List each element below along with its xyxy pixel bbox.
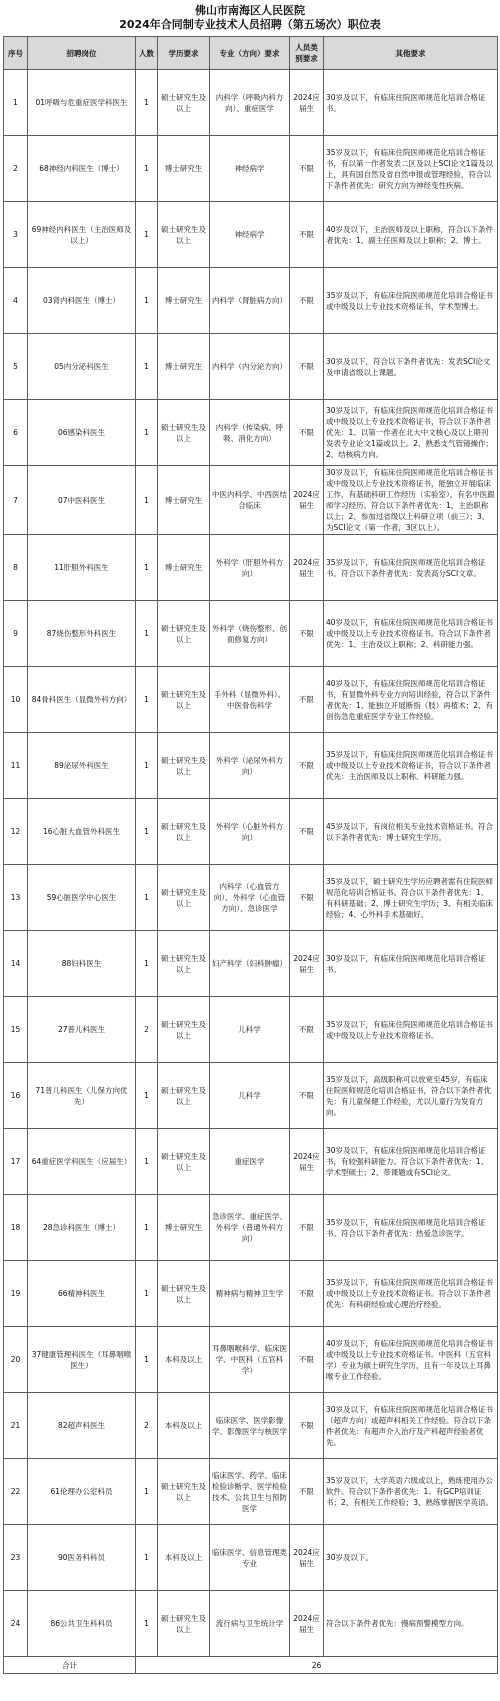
cell-count: 1 xyxy=(136,535,158,601)
cell-position: 71普儿科医生（儿保方向优先） xyxy=(28,1063,136,1129)
position-table xyxy=(3,36,498,1674)
cell-category: 不限 xyxy=(290,667,324,733)
cell-position: 11肝胆外科医生 xyxy=(28,535,136,601)
cell-position: 64重症医学科医生（应届生） xyxy=(28,1129,136,1195)
cell-seq: 19 xyxy=(4,1261,28,1327)
cell-major: 临床医学、药学、临床检验诊断学、医学检验技术、公共卫生与预防医学 xyxy=(210,1459,290,1525)
cell-other: 45岁及以下，有岗位相关专业技术资格证书。符合以下条件者优先：博士研究生学历。 xyxy=(324,799,498,865)
cell-education: 硕士研究生及以上 xyxy=(158,1063,210,1129)
cell-other: 40岁及以下，有临床住院医师规范化培训合格证书，有显微外科专业方向培训经验，符合以下条件者优先：1、能独立开展断指（肢）再植术；2、有创伤急危重症医学专业工作经验。 xyxy=(324,667,498,733)
cell-other: 35岁及以下，有临床住院医师规范化培训合格证书。符合以下条件者优先：热爱急诊医学。 xyxy=(324,1195,498,1261)
cell-count: 1 xyxy=(136,70,158,136)
cell-position: 03肾内科医生（博士） xyxy=(28,268,136,334)
cell-education: 本科及以上 xyxy=(158,1525,210,1591)
cell-education: 博士研究生 xyxy=(158,268,210,334)
cell-position: 82超声科医生 xyxy=(28,1393,136,1459)
cell-position: 86公共卫生科科员 xyxy=(28,1591,136,1657)
table-row xyxy=(4,1459,498,1525)
cell-education: 硕士研究生及以上 xyxy=(158,931,210,997)
cell-position: 59心脏医学中心医生 xyxy=(28,865,136,931)
cell-count: 1 xyxy=(136,1459,158,1525)
header-major: 专业（方向）要求 xyxy=(210,37,290,70)
cell-category: 不限 xyxy=(290,997,324,1063)
cell-major: 重症医学 xyxy=(210,1129,290,1195)
header-row xyxy=(4,37,498,70)
cell-category: 2024应届生 xyxy=(290,1525,324,1591)
cell-education: 硕士研究生及以上 xyxy=(158,997,210,1063)
cell-category: 不限 xyxy=(290,400,324,466)
header-category: 人员类别要求 xyxy=(290,37,324,70)
cell-position: 28急诊科医生（博士） xyxy=(28,1195,136,1261)
cell-education: 硕士研究生及以上 xyxy=(158,70,210,136)
table-row xyxy=(4,601,498,667)
cell-category: 不限 xyxy=(290,1063,324,1129)
cell-category: 不限 xyxy=(290,202,324,268)
cell-education: 博士研究生 xyxy=(158,1195,210,1261)
cell-major: 手外科（显微外科）、中医骨伤科学 xyxy=(210,667,290,733)
cell-seq: 18 xyxy=(4,1195,28,1261)
cell-major: 内科学（肾脏病方向） xyxy=(210,268,290,334)
cell-major: 外科学（烧伤整形、创面修复方向） xyxy=(210,601,290,667)
cell-count: 1 xyxy=(136,1525,158,1591)
table-row xyxy=(4,1591,498,1657)
cell-seq: 24 xyxy=(4,1591,28,1657)
cell-seq: 9 xyxy=(4,601,28,667)
table-row xyxy=(4,535,498,601)
cell-education: 博士研究生 xyxy=(158,466,210,535)
cell-seq: 14 xyxy=(4,931,28,997)
cell-seq: 15 xyxy=(4,997,28,1063)
total-label: 合计 xyxy=(4,1657,136,1674)
table-row xyxy=(4,667,498,733)
cell-education: 硕士研究生及以上 xyxy=(158,400,210,466)
cell-category: 2024应届生 xyxy=(290,535,324,601)
cell-position: 89泌尿外科医生 xyxy=(28,733,136,799)
cell-seq: 3 xyxy=(4,202,28,268)
cell-category: 不限 xyxy=(290,334,324,400)
cell-major: 神经病学 xyxy=(210,202,290,268)
cell-position: 90医务科科员 xyxy=(28,1525,136,1591)
cell-seq: 12 xyxy=(4,799,28,865)
cell-count: 1 xyxy=(136,1195,158,1261)
cell-other: 35岁及以下，有临床住院医师规范化培训合格证书。符合以下条件者优先：发表高分SCI文章。 xyxy=(324,535,498,601)
document-title xyxy=(0,0,500,32)
cell-other: 30岁及以下，有临床住院医师规范化培训合格证书。 xyxy=(324,70,498,136)
total-count: 26 xyxy=(136,1657,498,1674)
cell-count: 1 xyxy=(136,931,158,997)
cell-education: 硕士研究生及以上 xyxy=(158,1459,210,1525)
cell-count: 1 xyxy=(136,202,158,268)
cell-seq: 4 xyxy=(4,268,28,334)
table-row xyxy=(4,1195,498,1261)
table-row xyxy=(4,400,498,466)
cell-position: 06感染科医生 xyxy=(28,400,136,466)
cell-other: 40岁及以下，有临床住院医师规范化培训合格证书或中级及以上专业技术资格证书。中医科（五官科学）专业为硕士研究生学历，且有一年及以上耳鼻喉专业工作经验。 xyxy=(324,1327,498,1393)
header-seq: 序号 xyxy=(4,37,28,70)
cell-seq: 13 xyxy=(4,865,28,931)
cell-position: 37健康管理科医生（耳鼻咽喉医生） xyxy=(28,1327,136,1393)
cell-seq: 17 xyxy=(4,1129,28,1195)
table-row xyxy=(4,1063,498,1129)
cell-major: 耳鼻咽喉科学、临床医学、中医科（五官科学） xyxy=(210,1327,290,1393)
cell-category: 2024应届生 xyxy=(290,931,324,997)
table-row xyxy=(4,202,498,268)
cell-other: 符合以下条件者优先：慢病预警模型方向。 xyxy=(324,1591,498,1657)
cell-education: 博士研究生 xyxy=(158,535,210,601)
cell-major: 神经病学 xyxy=(210,136,290,202)
table-row xyxy=(4,70,498,136)
cell-seq: 21 xyxy=(4,1393,28,1459)
cell-other: 35岁及以下，高级职称可以放宽至45岁，有临床住院医师规范化培训合格证书，符合以下条件者优先：有儿童保健工作经验，尤以儿童行为发育方向。 xyxy=(324,1063,498,1129)
cell-other: 35岁及以下，有临床住院医师规范化培训合格证书或中级及以上专业技术资格证书，学术型博士。 xyxy=(324,268,498,334)
cell-seq: 8 xyxy=(4,535,28,601)
cell-seq: 1 xyxy=(4,70,28,136)
cell-category: 不限 xyxy=(290,799,324,865)
cell-education: 硕士研究生及以上 xyxy=(158,1591,210,1657)
cell-category: 不限 xyxy=(290,268,324,334)
cell-other: 35岁及以下，有临床住院医师规范化培训合格证书或中级及以上专业技术资格证书，符合以下条件者优先：主治医师及以上职称、科研能力强。 xyxy=(324,733,498,799)
cell-position: 87烧伤整形外科医生 xyxy=(28,601,136,667)
cell-count: 1 xyxy=(136,136,158,202)
cell-count: 1 xyxy=(136,400,158,466)
cell-seq: 10 xyxy=(4,667,28,733)
cell-count: 1 xyxy=(136,733,158,799)
table-row xyxy=(4,1129,498,1195)
cell-seq: 22 xyxy=(4,1459,28,1525)
header-education: 学历要求 xyxy=(158,37,210,70)
table-row xyxy=(4,733,498,799)
cell-education: 硕士研究生及以上 xyxy=(158,1129,210,1195)
cell-other: 30岁及以下，有临床住院医师规范化培训合格证书或中级及以上专业技术资格证书，符合以下条件者优先：1、以第一作者在北大中文核心及以上期刊发表专业论文1篇或以上。2、熟悉支气管镜操作；2、结核病方向。 xyxy=(324,400,498,466)
cell-count: 1 xyxy=(136,1129,158,1195)
cell-category: 不限 xyxy=(290,1327,324,1393)
cell-education: 博士研究生 xyxy=(158,334,210,400)
cell-category: 不限 xyxy=(290,136,324,202)
cell-major: 外科学（泌尿外科方向） xyxy=(210,733,290,799)
table-row xyxy=(4,1327,498,1393)
cell-seq: 16 xyxy=(4,1063,28,1129)
table-row xyxy=(4,1525,498,1591)
cell-category: 不限 xyxy=(290,733,324,799)
cell-seq: 7 xyxy=(4,466,28,535)
cell-count: 1 xyxy=(136,667,158,733)
cell-other: 30岁及以下，符合以下条件者优先：发表SCI论文及申请省级以上课题。 xyxy=(324,334,498,400)
cell-education: 硕士研究生及以上 xyxy=(158,202,210,268)
table-title: 2024年合同制专业技术人员招聘（第五场次）职位表 xyxy=(119,18,381,31)
cell-count: 1 xyxy=(136,799,158,865)
cell-other: 30岁及以下，有临床住院医师规范化培训合格证书（超声方向）或超声科相关工作经验。符合以下条件者优先：有超声介入治疗及产科超声经验者优先。 xyxy=(324,1393,498,1459)
cell-count: 1 xyxy=(136,1327,158,1393)
cell-position: 27普儿科医生 xyxy=(28,997,136,1063)
cell-other: 35岁及以下，硕士研究生学历应聘者需有住院医师规范化培训合格证书。符合以下条件者优先：1、有科研基础；2、博士研究生学历；3、有相关临床经验；4、心外科手术基础好。 xyxy=(324,865,498,931)
cell-other: 40岁及以下，主治医师及以上职称，符合以下条件者优先：1、副主任医师及以上职称；2、博士。 xyxy=(324,202,498,268)
cell-major: 精神病与精神卫生学 xyxy=(210,1261,290,1327)
cell-major: 中医内科学、中西医结合临床 xyxy=(210,466,290,535)
cell-major: 内科学（传染病、呼吸、消化方向） xyxy=(210,400,290,466)
cell-major: 内科学（内分泌方向） xyxy=(210,334,290,400)
cell-category: 不限 xyxy=(290,1393,324,1459)
cell-count: 1 xyxy=(136,601,158,667)
cell-major: 急诊医学、重症医学、外科学（普通外科方向） xyxy=(210,1195,290,1261)
cell-position: 84骨科医生（显微外科方向） xyxy=(28,667,136,733)
cell-education: 硕士研究生及以上 xyxy=(158,667,210,733)
cell-position: 68神经内科医生（博士） xyxy=(28,136,136,202)
cell-seq: 6 xyxy=(4,400,28,466)
cell-category: 2024应届生 xyxy=(290,466,324,535)
cell-count: 2 xyxy=(136,1393,158,1459)
cell-position: 07中医科医生 xyxy=(28,466,136,535)
table-row xyxy=(4,136,498,202)
table-row xyxy=(4,997,498,1063)
header-position: 招聘岗位 xyxy=(28,37,136,70)
cell-other: 35岁及以下，有临床住院医师规范化培训合格证书或中级及以上专业技术资格证书。符合以下条件者优先：有科研经验或心理治疗经验。 xyxy=(324,1261,498,1327)
cell-major: 临床医学、医学影像学、影像医学与核医学 xyxy=(210,1393,290,1459)
cell-category: 2024应届生 xyxy=(290,1129,324,1195)
cell-position: 66精神科医生 xyxy=(28,1261,136,1327)
cell-seq: 5 xyxy=(4,334,28,400)
cell-category: 2024应届生 xyxy=(290,1591,324,1657)
header-other: 其他要求 xyxy=(324,37,498,70)
cell-position: 01呼吸与危重症医学科医生 xyxy=(28,70,136,136)
table-row xyxy=(4,1393,498,1459)
table-body xyxy=(4,70,498,1657)
cell-count: 1 xyxy=(136,1261,158,1327)
cell-major: 儿科学 xyxy=(210,1063,290,1129)
cell-position: 69神经内科医生（主治医师及以上） xyxy=(28,202,136,268)
cell-major: 内科学（心血管方向）、外科学（心血管方向）、急诊医学 xyxy=(210,865,290,931)
cell-count: 1 xyxy=(136,865,158,931)
cell-other: 30岁及以下，有临床住院医师规范化培训合格证书。 xyxy=(324,931,498,997)
cell-major: 临床医学、信息管理类专业 xyxy=(210,1525,290,1591)
cell-other: 30岁及以下，有临床住院医师规范化培训合格证书，有较强科研能力。符合以下条件者优先：1、学术型硕士；2、带课题或有SCI论文。 xyxy=(324,1129,498,1195)
cell-education: 硕士研究生及以上 xyxy=(158,799,210,865)
cell-major: 妇产科学（妇科肿瘤） xyxy=(210,931,290,997)
cell-major: 外科学（心脏外科方向） xyxy=(210,799,290,865)
cell-position: 61伦理办公室科员 xyxy=(28,1459,136,1525)
cell-category: 不限 xyxy=(290,865,324,931)
cell-other: 40岁及以下，有临床住院医师规范化培训合格证书或中级及以上专业技术资格证书。符合以下条件者优先：1、主治及以上职称；2、科研能力强。 xyxy=(324,601,498,667)
cell-education: 硕士研究生及以上 xyxy=(158,1261,210,1327)
cell-count: 1 xyxy=(136,334,158,400)
cell-seq: 11 xyxy=(4,733,28,799)
total-row xyxy=(4,1657,498,1674)
cell-other: 30岁及以下。 xyxy=(324,1525,498,1591)
table-row xyxy=(4,466,498,535)
cell-education: 硕士研究生及以上 xyxy=(158,865,210,931)
cell-education: 硕士研究生及以上 xyxy=(158,733,210,799)
cell-category: 不限 xyxy=(290,1195,324,1261)
cell-position: 88妇科医生 xyxy=(28,931,136,997)
cell-count: 2 xyxy=(136,997,158,1063)
cell-other: 30岁及以下，有临床住院医师规范化培训合格证书或中级及以上专业技术资格证书，能独立开展临床工作，有基础科研工作经历（实验室），有名中医跟师学习经历。符合以下条件者优先：1、主治职称以上；2、参加过省级以上科研立项（前三）；3、为SCI论文（第一作者，3区以上）。 xyxy=(324,466,498,535)
cell-education: 本科及以上 xyxy=(158,1393,210,1459)
cell-seq: 2 xyxy=(4,136,28,202)
cell-category: 不限 xyxy=(290,1261,324,1327)
cell-education: 硕士研究生及以上 xyxy=(158,601,210,667)
cell-education: 博士研究生 xyxy=(158,136,210,202)
table-row xyxy=(4,931,498,997)
table-row xyxy=(4,799,498,865)
cell-count: 1 xyxy=(136,1063,158,1129)
cell-major: 儿科学 xyxy=(210,997,290,1063)
cell-position: 16心脏大血管外科医生 xyxy=(28,799,136,865)
cell-major: 内科学（呼吸内科方向）、重症医学 xyxy=(210,70,290,136)
cell-major: 外科学（肝胆外科方向） xyxy=(210,535,290,601)
cell-count: 1 xyxy=(136,466,158,535)
table-row xyxy=(4,1261,498,1327)
cell-seq: 20 xyxy=(4,1327,28,1393)
header-count: 人数 xyxy=(136,37,158,70)
cell-other: 35岁及以下，有临床住院医师规范化培训合格证书或中级及以上专业技术资格证书。 xyxy=(324,997,498,1063)
cell-seq: 23 xyxy=(4,1525,28,1591)
cell-major: 流行病与卫生统计学 xyxy=(210,1591,290,1657)
cell-category: 不限 xyxy=(290,601,324,667)
table-row xyxy=(4,865,498,931)
hospital-name: 佛山市南海区人民医院 xyxy=(195,4,305,17)
cell-count: 1 xyxy=(136,268,158,334)
cell-count: 1 xyxy=(136,1591,158,1657)
table-row xyxy=(4,334,498,400)
cell-education: 本科及以上 xyxy=(158,1327,210,1393)
cell-other: 35岁及以下，有临床住院医师规范化培训合格证书，有以第一作者发表二区及以上SCI论文1篇及以上，具有国自然及省自然申报或管理经验，符合以下条件者优先：研究方向为神经变性疾病。 xyxy=(324,136,498,202)
table-row xyxy=(4,268,498,334)
cell-position: 05内分泌科医生 xyxy=(28,334,136,400)
cell-category: 2024应届生 xyxy=(290,70,324,136)
cell-other: 35岁及以下，大学英语六级或以上，熟练使用办公软件。符合以下条件者优先：1、有GCP培训证书；2、有相关工作经验；3、熟练掌握医学英语。 xyxy=(324,1459,498,1525)
cell-category: 不限 xyxy=(290,1459,324,1525)
